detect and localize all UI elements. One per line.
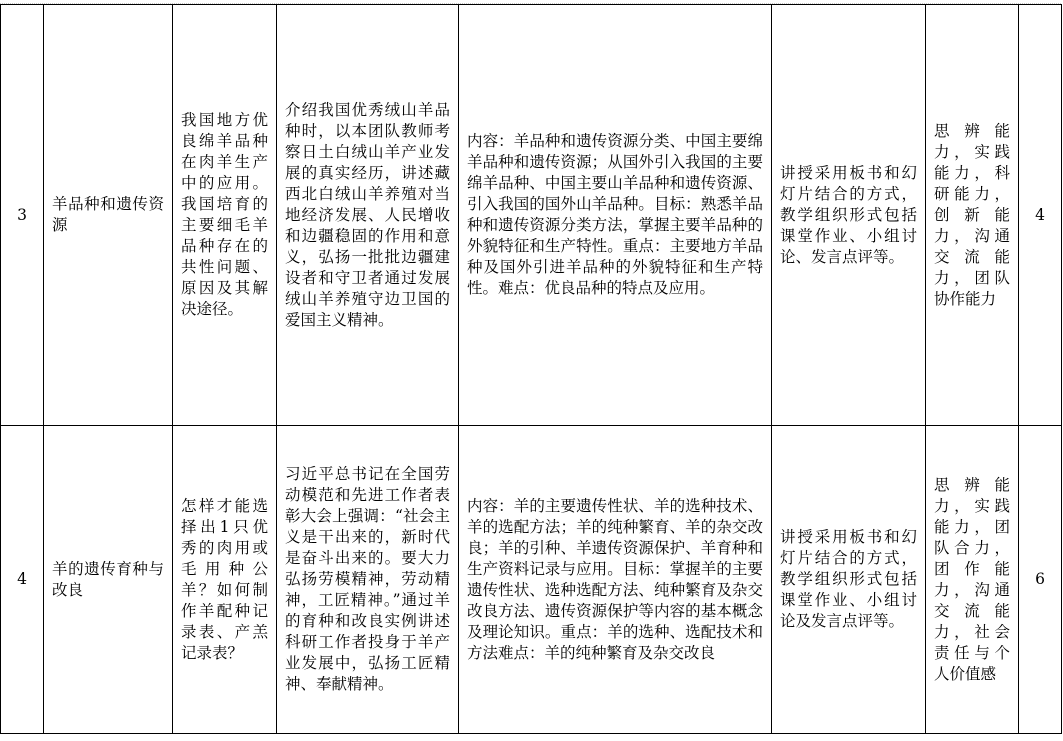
class-hours: 6	[1035, 570, 1045, 588]
ideology-cell	[277, 426, 459, 734]
ability-cell	[926, 5, 1019, 426]
chapter-title: 羊品种和遗传资源	[52, 195, 164, 234]
teaching-method: 讲授采用板书和幻灯片结合的方式，教学组织形式包括课堂作业、小组讨论、发言点评等。	[780, 163, 917, 266]
syllabus-table	[0, 4, 1062, 734]
teaching-content: 内容：羊品种和遗传资源分类、中国主要绵羊品种和遗传资源；从国外引入我国的主要绵羊品种、中国主要山羊品种和遗传资源、引入我国的国外山羊品种。目标：熟悉羊品种和遗传资源分类方法，掌握主要羊品种的外貌特征和生产特性。重点：主要地方羊品种及国外引进羊品种的外貌特征和生产特性。难点：优良品种的特点及应用。	[467, 132, 763, 297]
row-index-cell	[1, 5, 44, 426]
question-cell	[173, 426, 277, 734]
question-cell	[173, 5, 277, 426]
ideology-cell	[277, 5, 459, 426]
chapter-title: 羊的遗传育种与改良	[52, 559, 164, 599]
table-row	[1, 5, 1062, 426]
guiding-question: 我国地方优良绵羊品种在肉羊生产中的应用。我国培育的主要细毛羊品种存在的共性问题、原因及其解决途径。	[181, 111, 268, 318]
ideological-element: 介绍我国优秀绒山羊品种时，以本团队教师考察日土白绒山羊产业发展的真实经历，讲述藏西北白绒山羊养殖对当地经济发展、人民增收和边疆稳固的作用和意义，弘扬一批批边疆建设者和守卫者通过发展绒山羊养殖守边卫国的爱国主义精神。	[285, 100, 450, 329]
ideological-element: 习近平总书记在全国劳动模范和先进工作者表彰大会上强调：“社会主义是干出来的，新时代是奋斗出来的。要大力弘扬劳模精神，劳动精神，工匠精神。”通过羊的育种和改良实例讲述科研工作者投身于羊产业发展中，弘扬工匠精神、奉献精神。	[285, 465, 450, 693]
ability-cell	[926, 426, 1019, 734]
content-cell	[459, 5, 772, 426]
guiding-question: 怎样才能选择出1只优秀的肉用或毛用种公羊？如何制作羊配种记录表、产羔记录表？	[181, 496, 268, 662]
chapter-cell	[44, 5, 173, 426]
hours-cell	[1019, 5, 1062, 426]
hours-cell	[1019, 426, 1062, 734]
ability-goals: 思辨能力，实践能力，科研能力，创新能力，沟通交流能力，团队协作能力	[934, 121, 1010, 308]
row-index: 4	[17, 570, 27, 588]
table-row	[1, 426, 1062, 734]
row-index-cell	[1, 426, 44, 734]
method-cell	[772, 5, 926, 426]
content-cell	[459, 426, 772, 734]
teaching-method: 讲授采用板书和幻灯片结合的方式，教学组织形式包括课堂作业、小组讨论及发言点评等。	[780, 528, 917, 630]
row-index: 3	[17, 205, 27, 224]
method-cell	[772, 426, 926, 734]
ability-goals: 思辨能力，实践能力，团队合力，团作能力，沟通交流能力，社会责任与个人价值感	[934, 475, 1010, 683]
teaching-content: 内容：羊的主要遗传性状、羊的选种技术、羊的选配方法；羊的纯种繁育、羊的杂交改良；羊的引种、羊遗传资源保护、羊育种和生产资料记录与应用。目标：掌握羊的主要遗传性状、选种选配方法、纯种繁育及杂交改良方法、遗传资源保护等内容的基本概念及理论知识。重点：羊的选种、选配技术和方法难点：羊的纯种繁育及杂交改良	[467, 496, 763, 662]
class-hours: 4	[1035, 205, 1045, 224]
chapter-cell	[44, 426, 173, 734]
